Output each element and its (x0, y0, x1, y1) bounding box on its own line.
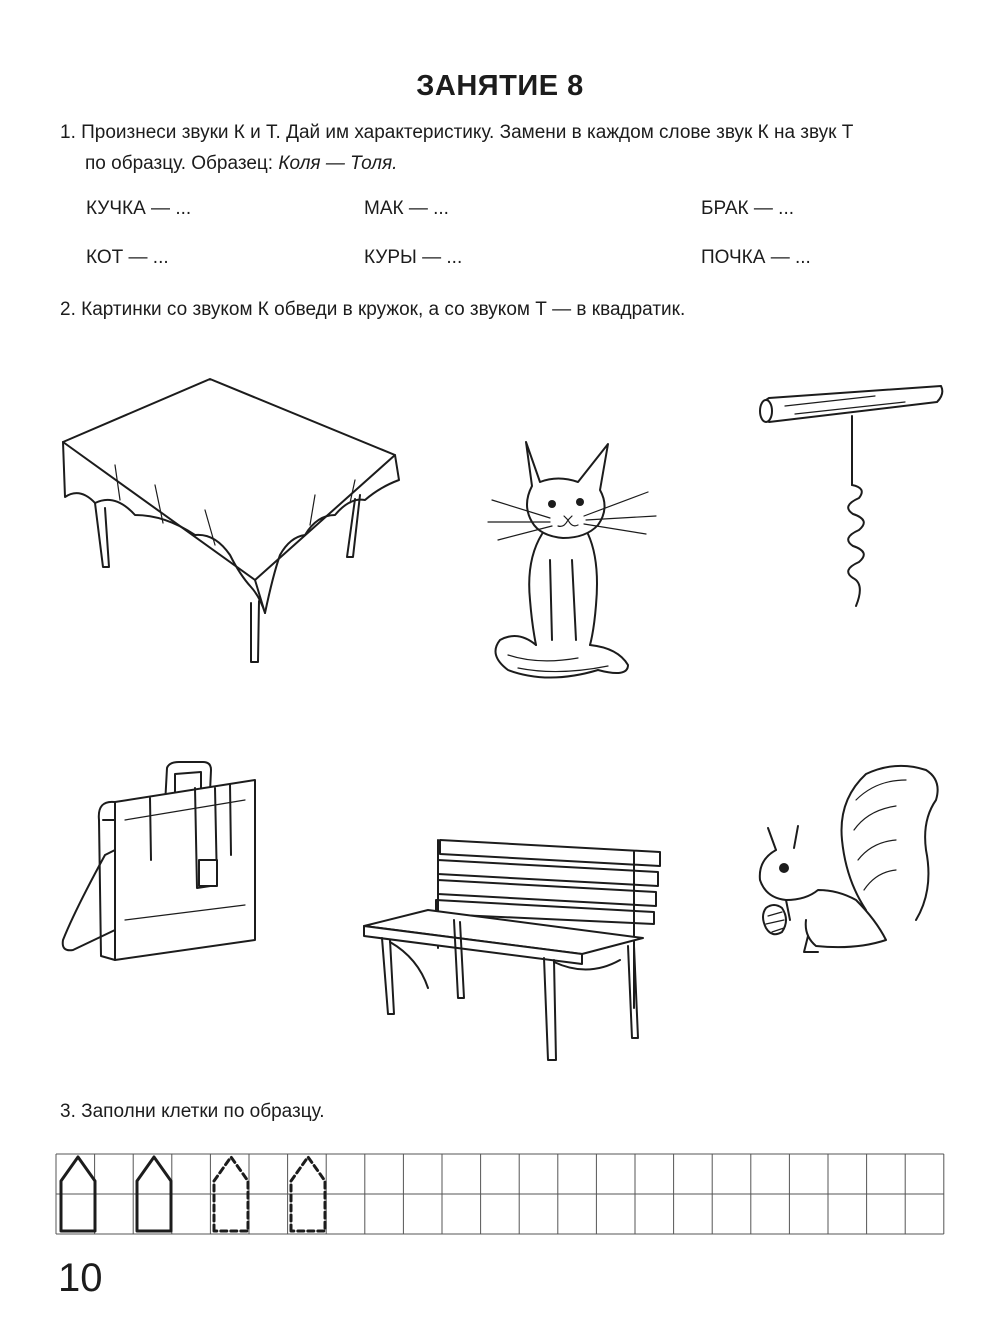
word-item: КОТ — ... (86, 247, 169, 268)
word-item: БРАК — ... (701, 198, 795, 219)
task-3-instruction: 3. Заполни клетки по образцу. (60, 1101, 325, 1122)
corkscrew-picture[interactable] (755, 380, 950, 615)
word-item: КУРЫ — ... (364, 247, 463, 268)
word-item: КУЧКА — ... (86, 198, 192, 219)
word-item: ПОЧКА — ... (701, 247, 811, 268)
page-number: 10 (58, 1256, 103, 1300)
task-1-line-1: 1. Произнеси звуки К и Т. Дай им характеристику. Замени в каждом слове звук К на звук Т (60, 122, 854, 143)
task-1-sample: Коля — Толя. (278, 153, 398, 174)
briefcase-picture[interactable] (55, 760, 270, 965)
squirrel-picture[interactable] (746, 760, 951, 965)
tracing-grid[interactable] (55, 1153, 950, 1238)
task-1-instruction (60, 117, 960, 179)
task-2-instruction: 2. Картинки со звуком К обведи в кружок, а со звуком Т — в квадратик. (60, 299, 686, 320)
page-title: ЗАНЯТИЕ 8 (416, 70, 584, 102)
bench-picture[interactable] (358, 838, 668, 1068)
task-1-line-2: по образцу. Образец: Коля — Толя. (85, 153, 398, 174)
table-picture[interactable] (55, 375, 405, 670)
cat-picture[interactable] (478, 430, 663, 685)
word-item: МАК — ... (364, 198, 449, 219)
